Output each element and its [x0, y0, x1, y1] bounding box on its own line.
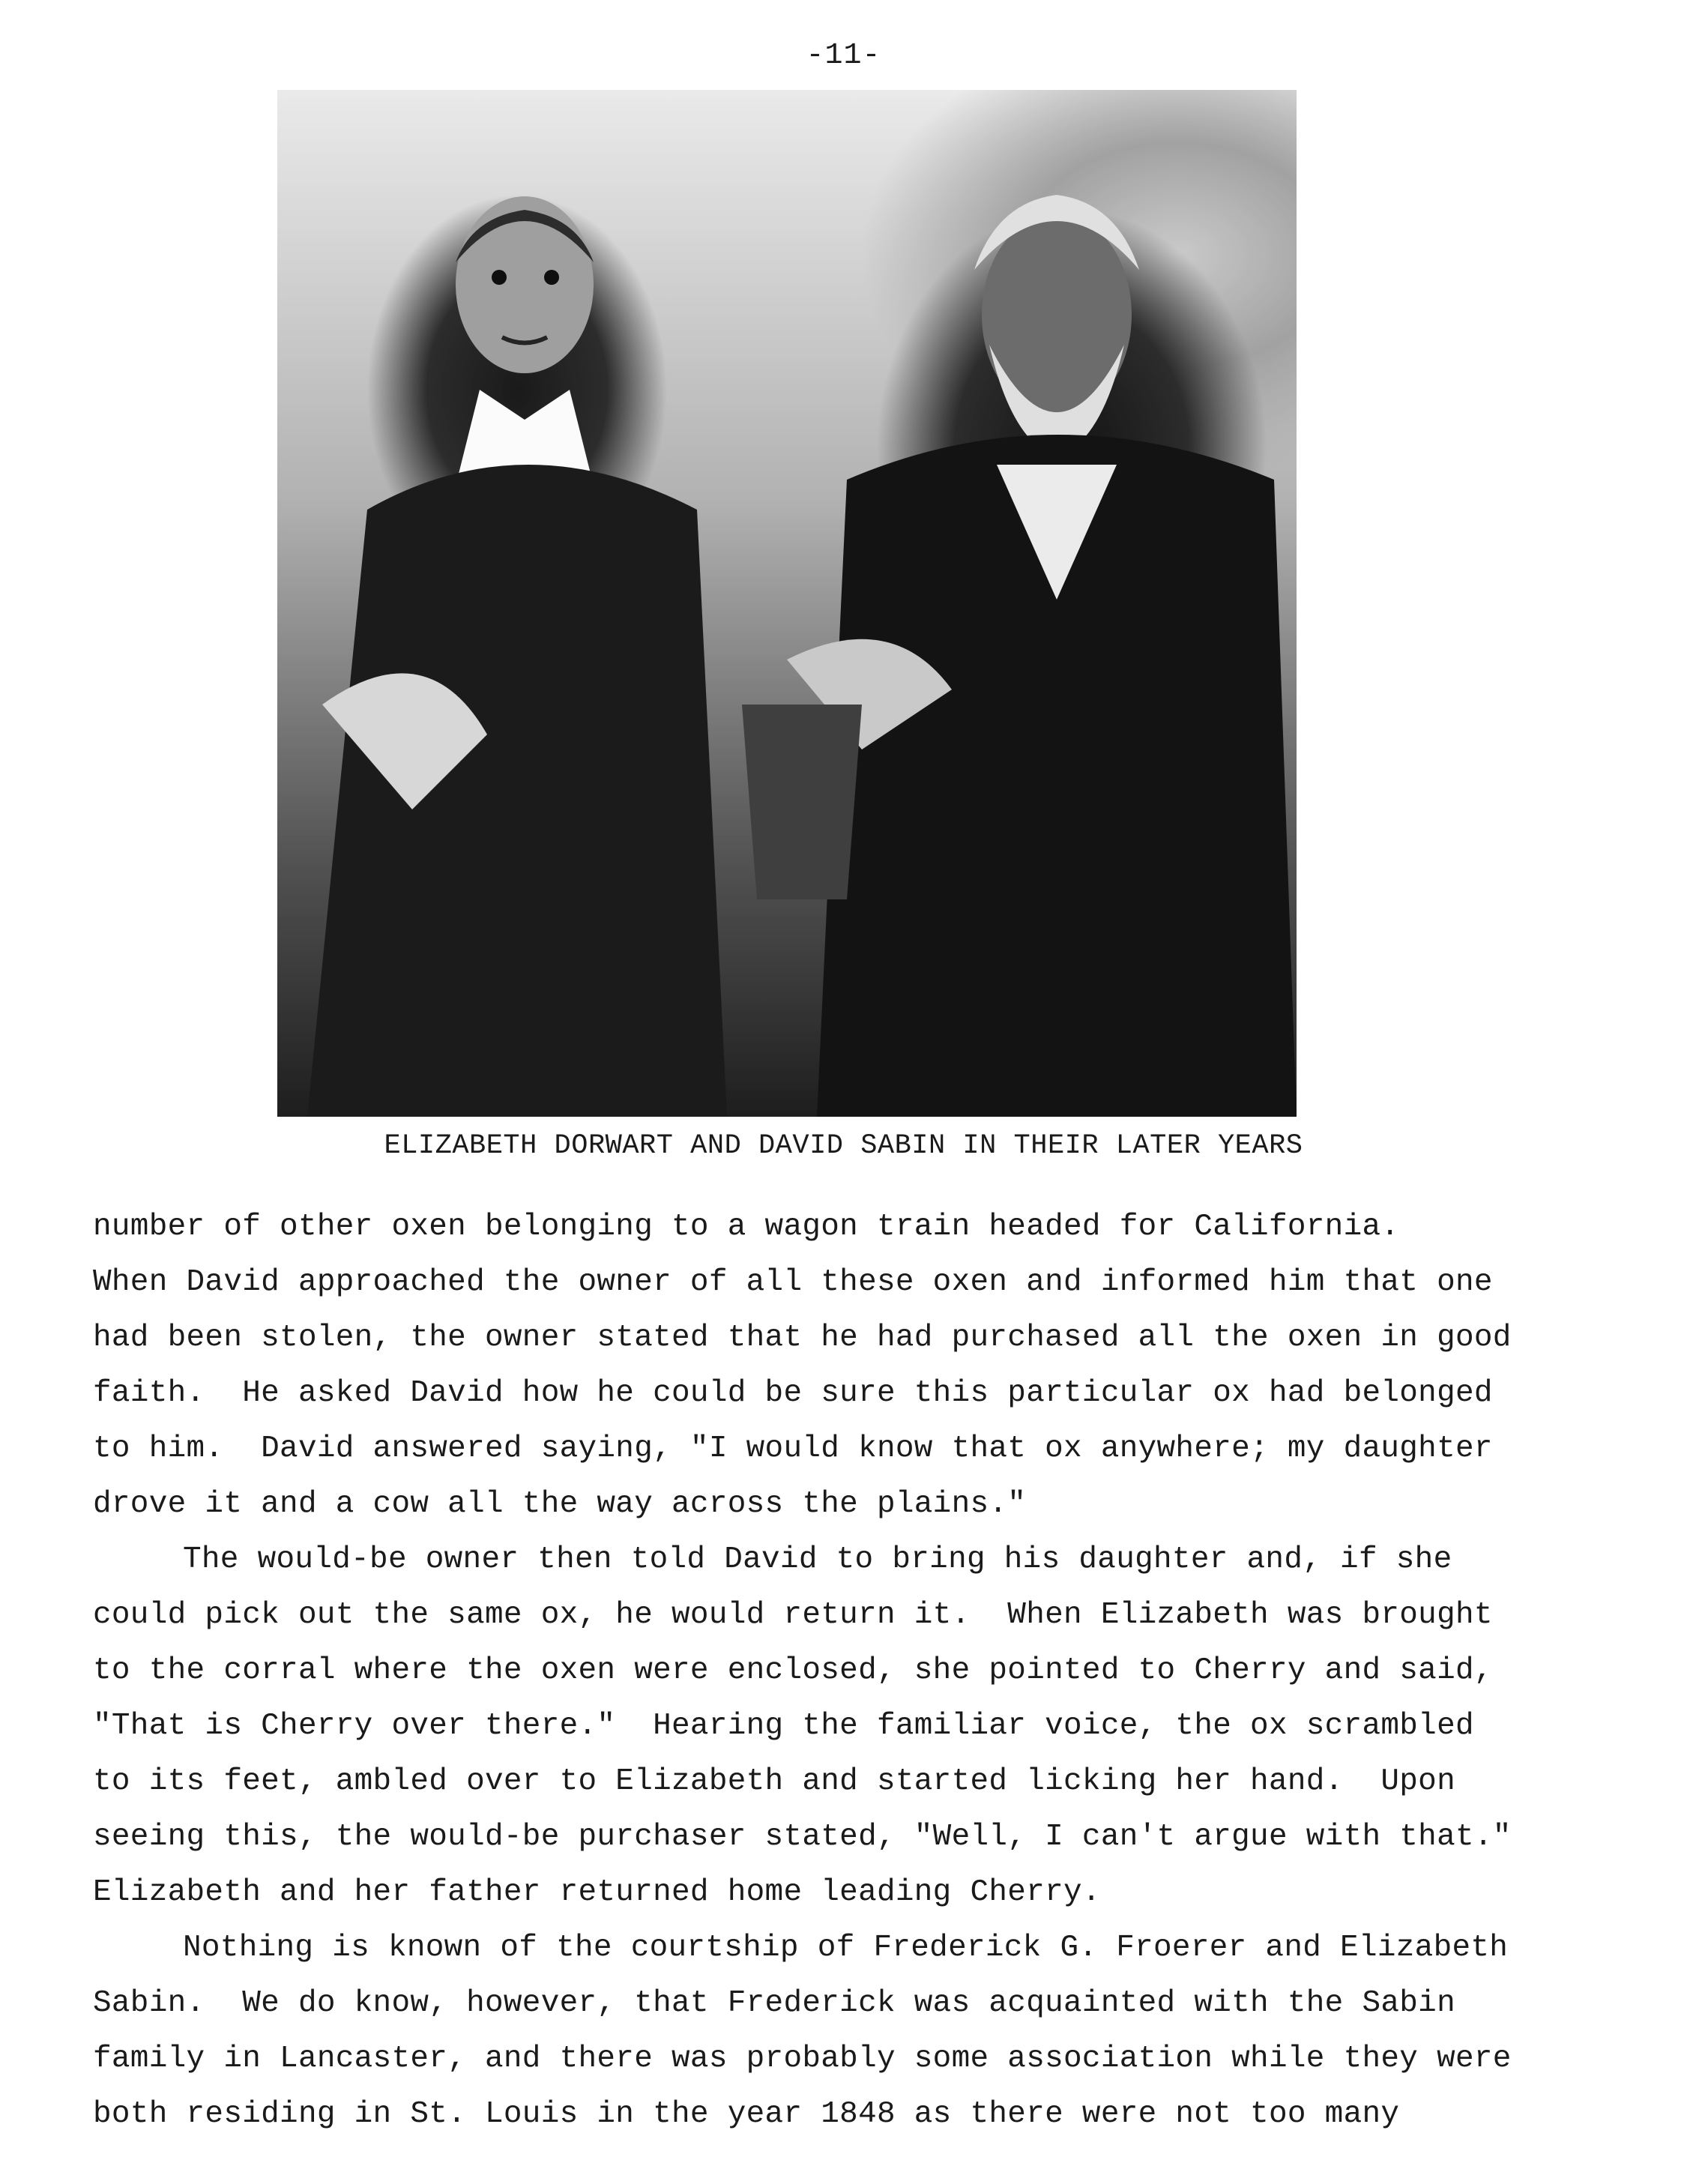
paragraph [93, 1920, 1592, 2142]
text-line: Nothing is known of the courtship of Frederick G. Froerer and Elizabeth [183, 1931, 1509, 1965]
portrait-figures-drawing [277, 90, 1297, 1117]
text-line: Sabin. We do know, however, that Frederick was acquainted with the Sabin [93, 1986, 1455, 2021]
text-line: family in Lancaster, and there was probably some association while they were [93, 2042, 1512, 2076]
text-line: to the corral where the oxen were enclosed, she pointed to Cherry and said, [93, 1653, 1493, 1688]
text-line: When David approached the owner of all these oxen and informed him that one [93, 1265, 1493, 1300]
text-line: could pick out the same ox, he would return it. When Elizabeth was brought [93, 1598, 1493, 1632]
photo-caption: ELIZABETH DORWART AND DAVID SABIN IN THEIR LATER YEARS [384, 1130, 1303, 1162]
page-number: -11- [806, 39, 881, 73]
text-line: both residing in St. Louis in the year 1848 as there were not too many [93, 2097, 1400, 2132]
text-line: seeing this, the would-be purchaser stated, "Well, I can't argue with that." [93, 1820, 1512, 1854]
paragraph [93, 1199, 1592, 1532]
portrait-photo [277, 90, 1297, 1117]
text-line: Elizabeth and her father returned home leading Cherry. [93, 1875, 1101, 1910]
text-line: had been stolen, the owner stated that he had purchased all the oxen in good [93, 1321, 1512, 1355]
body-text [93, 1199, 1592, 2142]
text-line: faith. He asked David how he could be sure this particular ox had belonged [93, 1376, 1493, 1411]
text-line: to him. David answered saying, "I would know that ox anywhere; my daughter [93, 1432, 1493, 1466]
text-line: number of other oxen belonging to a wagon train headed for California. [93, 1210, 1400, 1244]
paragraph [93, 1532, 1592, 1920]
text-line: "That is Cherry over there." Hearing the familiar voice, the ox scrambled [93, 1709, 1474, 1743]
text-line: drove it and a cow all the way across the plains." [93, 1487, 1027, 1521]
text-line: to its feet, ambled over to Elizabeth and started licking her hand. Upon [93, 1764, 1455, 1799]
text-line: The would-be owner then told David to bring his daughter and, if she [183, 1542, 1452, 1577]
